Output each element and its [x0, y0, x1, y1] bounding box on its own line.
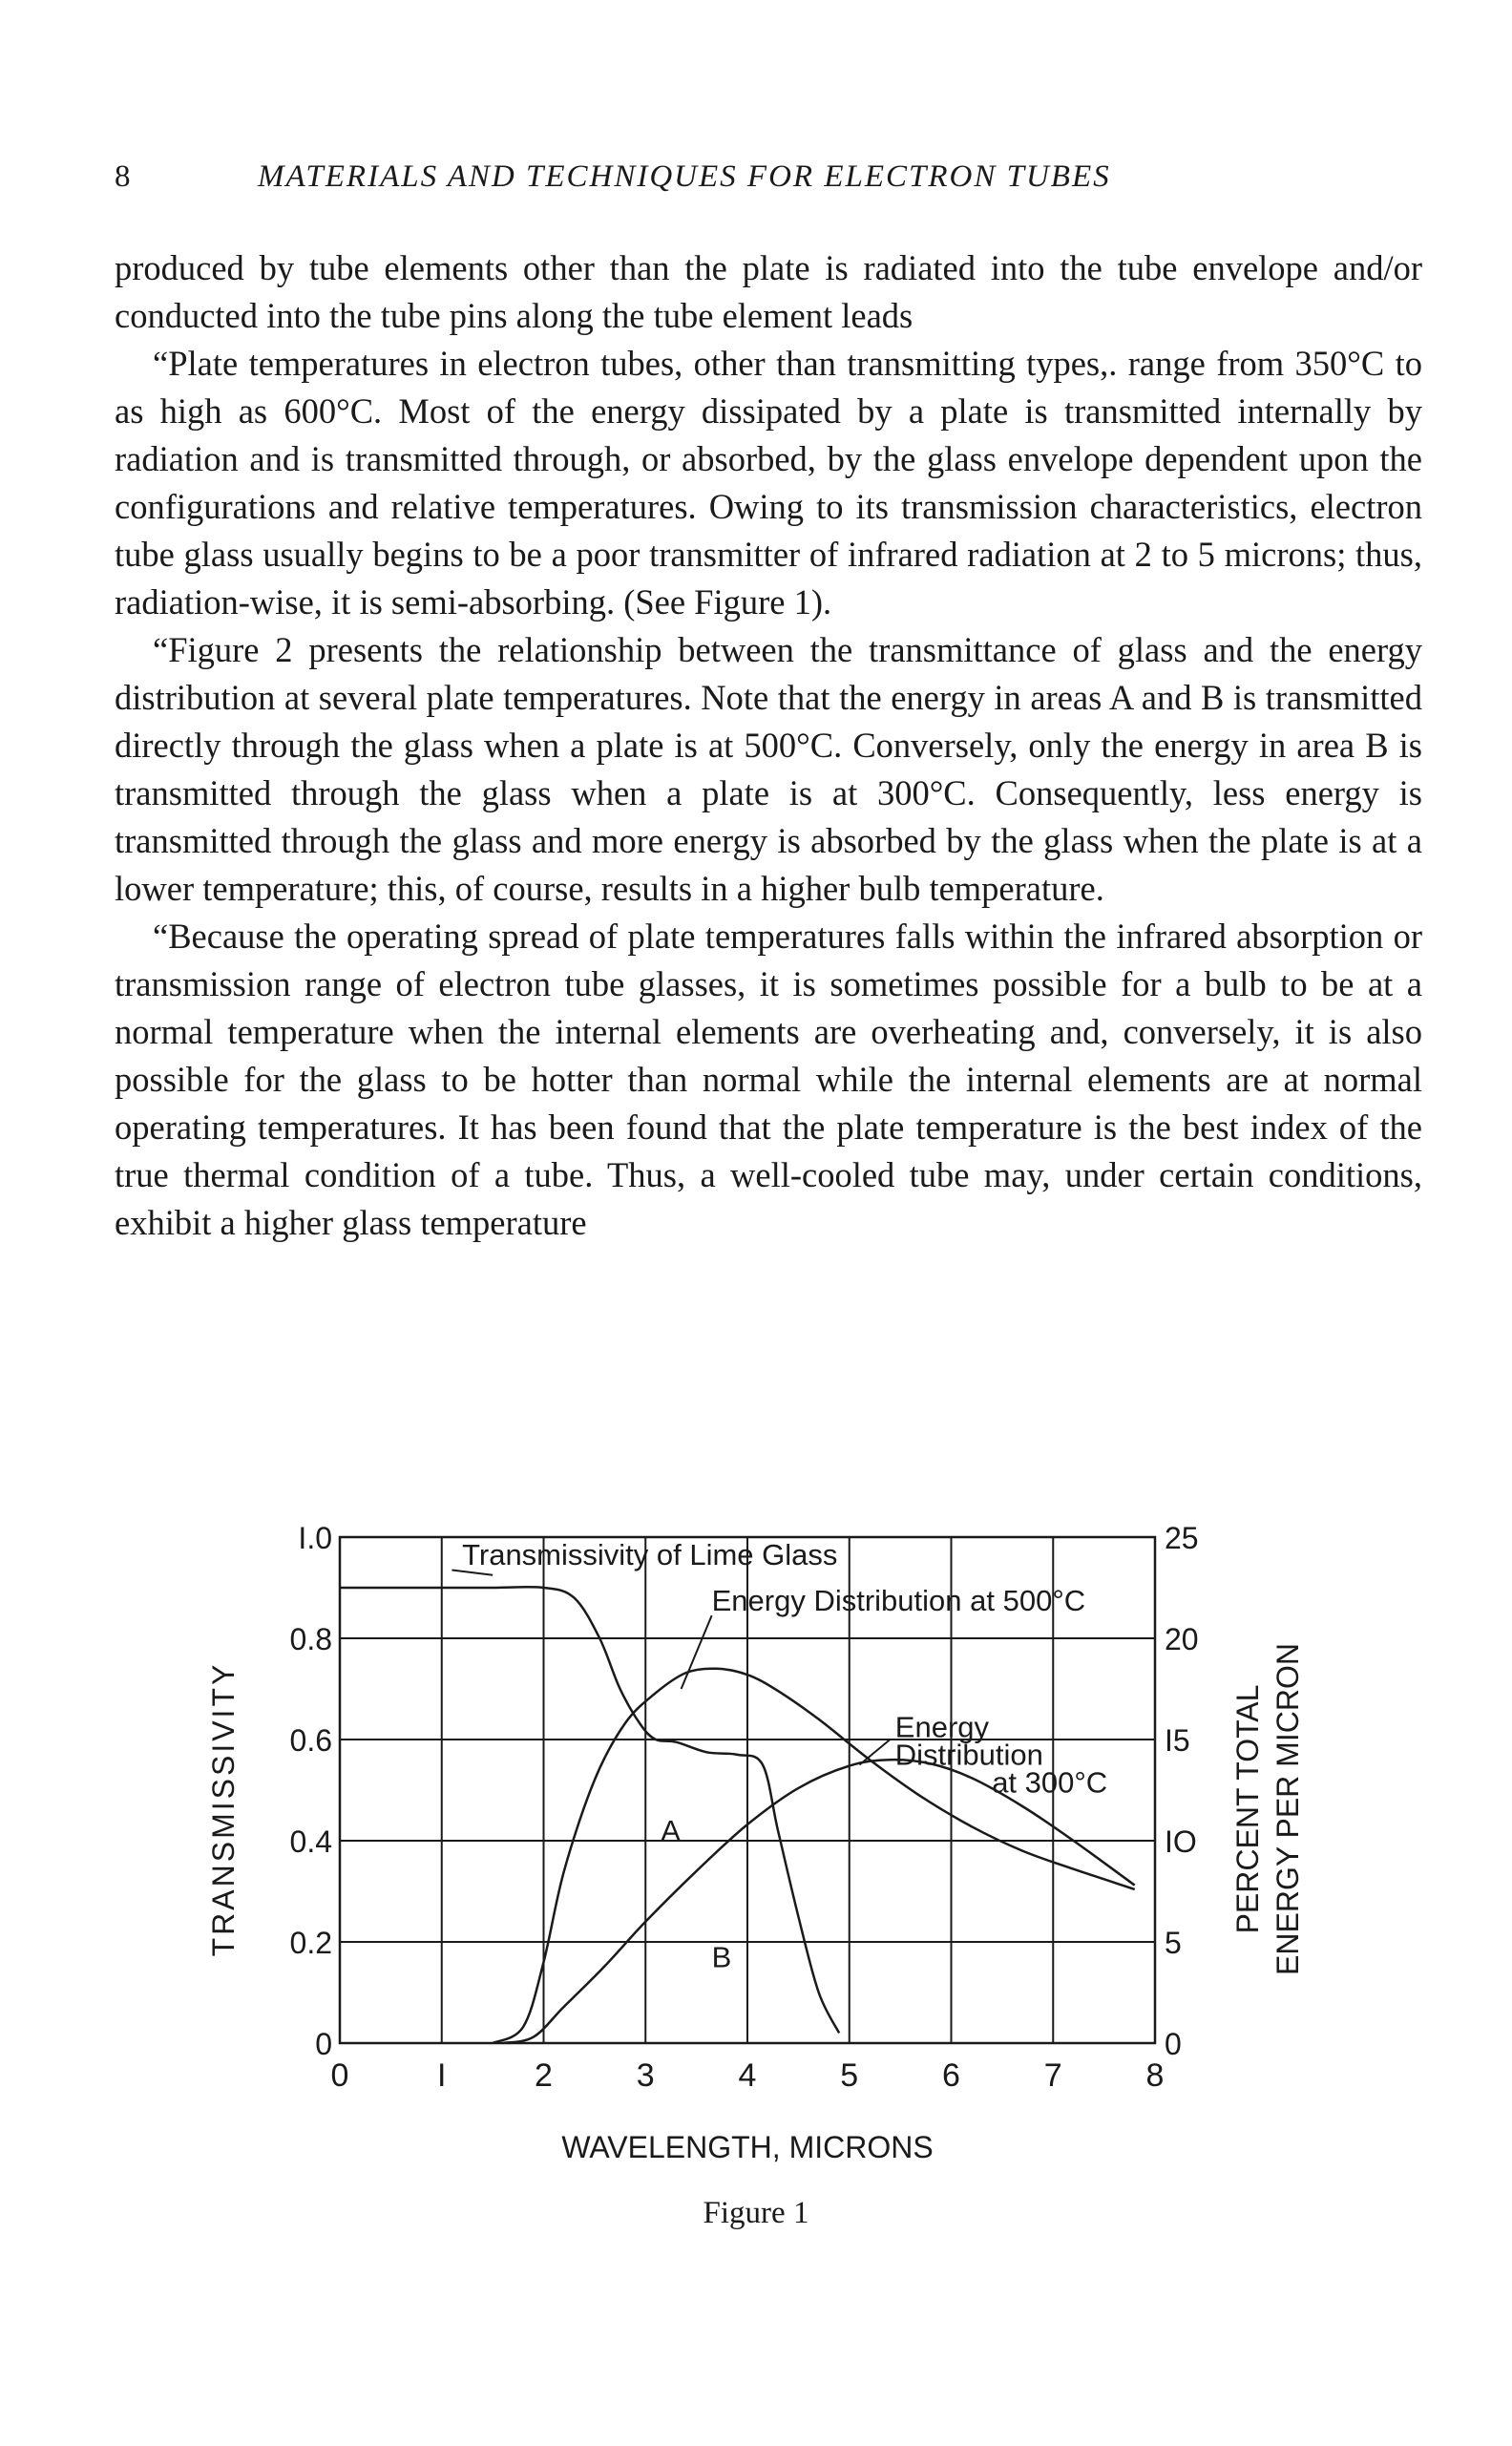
body-text	[115, 244, 1422, 1247]
x-tick-label: 6	[942, 2057, 960, 2094]
y-tick-label-right: IO	[1165, 1824, 1197, 1859]
figure-1-chart	[0, 1508, 1512, 2177]
y-tick-label-left: 0	[315, 2027, 332, 2061]
x-tick-label: 0	[330, 2057, 349, 2094]
series-line-1	[493, 1669, 1135, 2043]
leader-line	[682, 1615, 712, 1689]
paragraph: “Figure 2 presents the relationship between the transmittance of glass and the energy distribution at several plate temperatures. Note that the energy in areas A and B is transmitted directly through the glass when a plate is at 500°C. Conversely, only the energy in area B is transmitted through the glass when a plate is at 300°C. Consequently, less energy is transmitted through the glass and more energy is absorbed by the glass when the plate is at a lower temperature; this, of course, results in a higher bulb temperature.	[115, 630, 1422, 908]
chart-annotation: A	[661, 1814, 681, 1847]
running-title: MATERIALS AND TECHNIQUES FOR ELECTRON TUBES	[258, 159, 1111, 194]
y-tick-label-right: 0	[1165, 2027, 1182, 2061]
x-tick-label: 8	[1145, 2057, 1165, 2094]
paragraph: produced by tube elements other than the plate is radiated into the tube envelope and/or conducted into the tube pins along the tube element leads	[115, 248, 1422, 335]
y-tick-label-left: 0.2	[289, 1926, 332, 1960]
y-tick-label-left: I.0	[298, 1521, 332, 1555]
page-number: 8	[115, 159, 131, 194]
x-tick-label: 3	[636, 2057, 655, 2094]
paragraph: “Because the operating spread of plate temperatures falls within the infrared absorption or transmission range of electron tube glasses, it is sometimes possible for a bulb to be at a normal temperature when the internal elements are overheating and, conversely, it is also possible for the glass to be hotter than normal while the internal elements are at normal operating temperatures. It has been found that the plate temperature is the best index of the true thermal condition of a tube. Thus, a well-cooled tube may, under certain conditions, exhibit a higher glass temperature	[115, 917, 1422, 1242]
y-tick-label-right: 20	[1165, 1622, 1199, 1656]
y-tick-label-right: I5	[1165, 1723, 1190, 1758]
figure-caption: Figure 1	[703, 2196, 809, 2230]
y-tick-label-left: 0.8	[289, 1622, 332, 1656]
x-tick-label: 5	[840, 2057, 859, 2094]
y-axis-label-left: TRANSMISSIVITY	[206, 1661, 241, 1957]
x-tick-label: 4	[738, 2057, 757, 2094]
chart-annotation: B	[711, 1940, 732, 1974]
paragraph: “Plate temperatures in electron tubes, other than transmitting types,. range from 350°C to as high as 600°C. Most of the energy dissipated by a plate is transmitted internally by radiation and is transmitted through, or absorbed, by the glass envelope dependent upon the configurations and relative temperatures. Owing to its transmission characteristics, electron tube glass usually begins to be a poor transmitter of infrared radiation at 2 to 5 microns; thus, radiation-wise, it is semi-absorbing. (See Figure 1).	[115, 344, 1422, 622]
x-tick-label: I	[437, 2057, 447, 2094]
y-tick-label-right: 25	[1165, 1521, 1199, 1555]
y-tick-label-left: 0.4	[289, 1824, 332, 1859]
x-axis-label: WAVELENGTH, MICRONS	[561, 2130, 934, 2164]
chart-annotation: Transmissivity of Lime Glass	[462, 1538, 838, 1572]
series-line-2	[503, 1760, 1135, 2043]
x-tick-label: 7	[1043, 2057, 1062, 2094]
y-tick-label-left: 0.6	[289, 1723, 332, 1758]
chart-annotation: Energy Distribution at 500°C	[711, 1583, 1086, 1617]
y-tick-label-right: 5	[1165, 1926, 1182, 1960]
chart-series	[340, 1587, 1135, 2043]
chart-annotation: Distribution	[894, 1738, 1043, 1772]
chart-annotation: at 300°C	[992, 1765, 1108, 1800]
x-tick-label: 2	[535, 2057, 553, 2094]
chart-annotation: Energy	[894, 1710, 990, 1744]
running-head	[115, 153, 1422, 200]
y-axis-label-right: PERCENT TOTAL	[1230, 1684, 1265, 1934]
y-axis-label-right: ENERGY PER MICRON	[1270, 1643, 1305, 1975]
